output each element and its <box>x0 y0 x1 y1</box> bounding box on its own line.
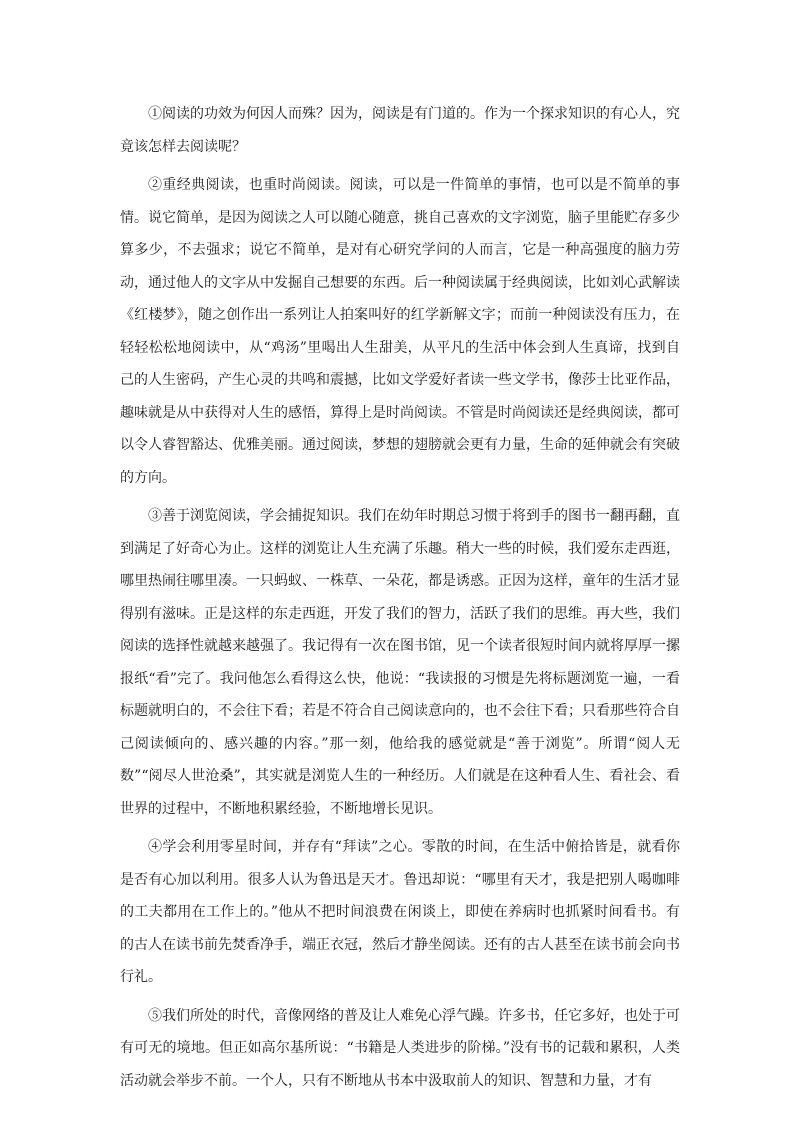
paragraph-5: ⑤我们所处的时代，音像网络的普及让人难免心浮气躁。许多书，任它多好，也处于可有可无的境地。但正如高尔基所说：“书籍是人类进步的阶梯。”没有书的记载和累积，人类活动就会举步不前。一个人，只有不断地从书本中汲取前人的知识、智慧和力量，才有 <box>120 1007 680 1089</box>
paragraph-2: ②重经典阅读，也重时尚阅读。阅读，可以是一件简单的事情，也可以是不简单的事情。说它简单，是因为阅读之人可以随心随意，挑自己喜欢的文字浏览，脑子里能贮存多少算多少，不去强求；说它不简单，是对有心研究学问的人而言，它是一种高强度的脑力劳动，通过他人的文字从中发掘自己想要的东西。后一种阅读属于经典阅读，比如刘心武解读《红楼梦》，随之创作出一系列让人拍案叫好的红学新解文字；而前一种阅读没有压力，在轻轻松松地阅读中，从“鸡汤”里喝出人生甜美，从平凡的生活中体会到人生真谛，找到自己的人生密码，产生心灵的共鸣和震撼，比如文学爱好者读一些文学书，像莎士比亚作品，趣味就是从中获得对人生的感悟，算得上是时尚阅读。不管是时尚阅读还是经典阅读，都可以令人睿智豁达、优雅美丽。通过阅读，梦想的翅膀就会更有力量，生命的延伸就会有突破的方向。 <box>120 177 680 486</box>
paragraph-1: ①阅读的功效为何因人而殊？因为，阅读是有门道的。作为一个探求知识的有心人，究竟该怎样去阅读呢？ <box>120 106 680 155</box>
paragraph-3: ③善于浏览阅读，学会捕捉知识。我们在幼年时期总习惯于将到手的图书一翻再翻，直到满足了好奇心为止。这样的浏览让人生充满了乐趣。稍大一些的时候，我们爱东走西逛，哪里热闹往哪里凑。一只蚂蚁、一株草、一朵花，都是诱惑。正因为这样，童年的生活才显得别有滋味。正是这样的东走西逛，开发了我们的智力，活跃了我们的思维。再大些，我们阅读的选择性就越来越强了。我记得有一次在图书馆，见一个读者很短时间内就将厚厚一摞报纸“看”完了。我问他怎么看得这么快，他说：“我读报的习惯是先将标题浏览一遍，一看标题就明白的，不会往下看；若是不符合自己阅读意向的，也不会往下看；只看那些符合自己阅读倾向的、感兴趣的内容。”那一刻，他给我的感觉就是“善于浏览”。所谓“阅人无数”“阅尽人世沧桑”，其实就是浏览人生的一种经历。人们就是在这种看人生、看社会、看世界的过程中，不断地积累经验，不断地增长见识。 <box>120 508 680 817</box>
document-page <box>120 98 680 1103</box>
paragraph-4: ④学会利用零星时间，并存有“拜读”之心。零散的时间，在生活中俯拾皆是，就看你是否有心加以利用。很多人认为鲁迅是天才。鲁迅却说：“哪里有天才，我是把别人喝咖啡的工夫都用在工作上的。”他从不把时间浪费在闲谈上，即使在养病时也抓紧时间看书。有的古人在读书前先焚香净手，端正衣冠，然后才静坐阅读。还有的古人甚至在读书前会向书行礼。 <box>120 839 680 985</box>
